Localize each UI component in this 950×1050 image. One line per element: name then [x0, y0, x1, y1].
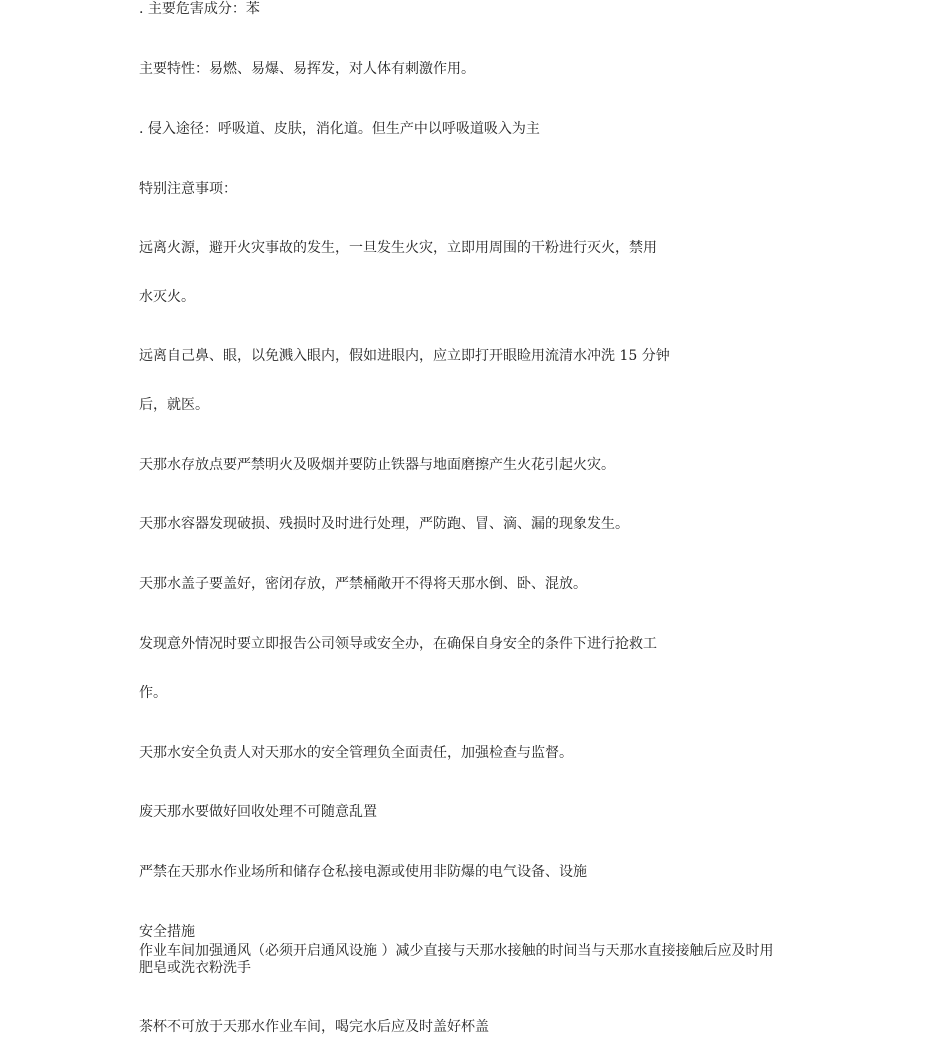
hazard-component-line: . 主要危害成分：苯 [139, 1, 260, 17]
container-damage-line: 天那水容器发现破损、残损时及时进行处理，严防跑、冒、滴、漏的现象发生。 [139, 516, 629, 532]
storage-fire-line: 天那水存放点要严禁明火及吸烟并要防止铁器与地面磨擦产生火花引起火灾。 [139, 457, 615, 473]
lid-sealing-line: 天那水盖子要盖好，密闭存放，严禁桶敞开不得将天那水倒、卧、混放。 [139, 576, 587, 592]
special-notes-heading: 特别注意事项： [139, 181, 237, 197]
eye-notice-line-2: 后，就医。 [139, 397, 209, 413]
ventilation-line-2: 肥皂或洗衣粉洗手 [139, 960, 251, 976]
emergency-report-line-2: 作。 [139, 685, 167, 701]
main-characteristics-line: 主要特性：易燃、易爆、易挥发，对人体有刺激作用。 [139, 61, 475, 77]
safety-measures-heading: 安全措施 [139, 924, 195, 940]
entry-route-line: . 侵入途径：呼吸道、皮肤，消化道。但生产中以呼吸道吸入为主 [139, 121, 540, 137]
fire-notice-line-2: 水灭火。 [139, 289, 195, 305]
responsible-person-line: 天那水安全负责人对天那水的安全管理负全面责任，加强检查与监督。 [139, 745, 573, 761]
emergency-report-line-1: 发现意外情况时要立即报告公司领导或安全办，在确保自身安全的条件下进行抢救工 [139, 636, 657, 652]
fire-notice-line-1: 远离火源，避开火灾事故的发生，一旦发生火灾，立即用周围的干粉进行灭火，禁用 [139, 240, 657, 256]
eye-notice-line-1: 远离自己鼻、眼，以免溅入眼内，假如进眼内，应立即打开眼睑用流清水冲洗 15 分钟 [139, 348, 670, 364]
ventilation-line-1: 作业车间加强通风（必须开启通风设施 ）减少直接与天那水接触的时间当与天那水直接接触后应及时用 [139, 943, 774, 959]
waste-recycling-line: 废天那水要做好回收处理不可随意乱置 [139, 804, 377, 820]
electrical-ban-line: 严禁在天那水作业场所和储存仓私接电源或使用非防爆的电气设备、设施 [139, 864, 587, 880]
teacup-line: 茶杯不可放于天那水作业车间，喝完水后应及时盖好杯盖 [139, 1019, 489, 1035]
